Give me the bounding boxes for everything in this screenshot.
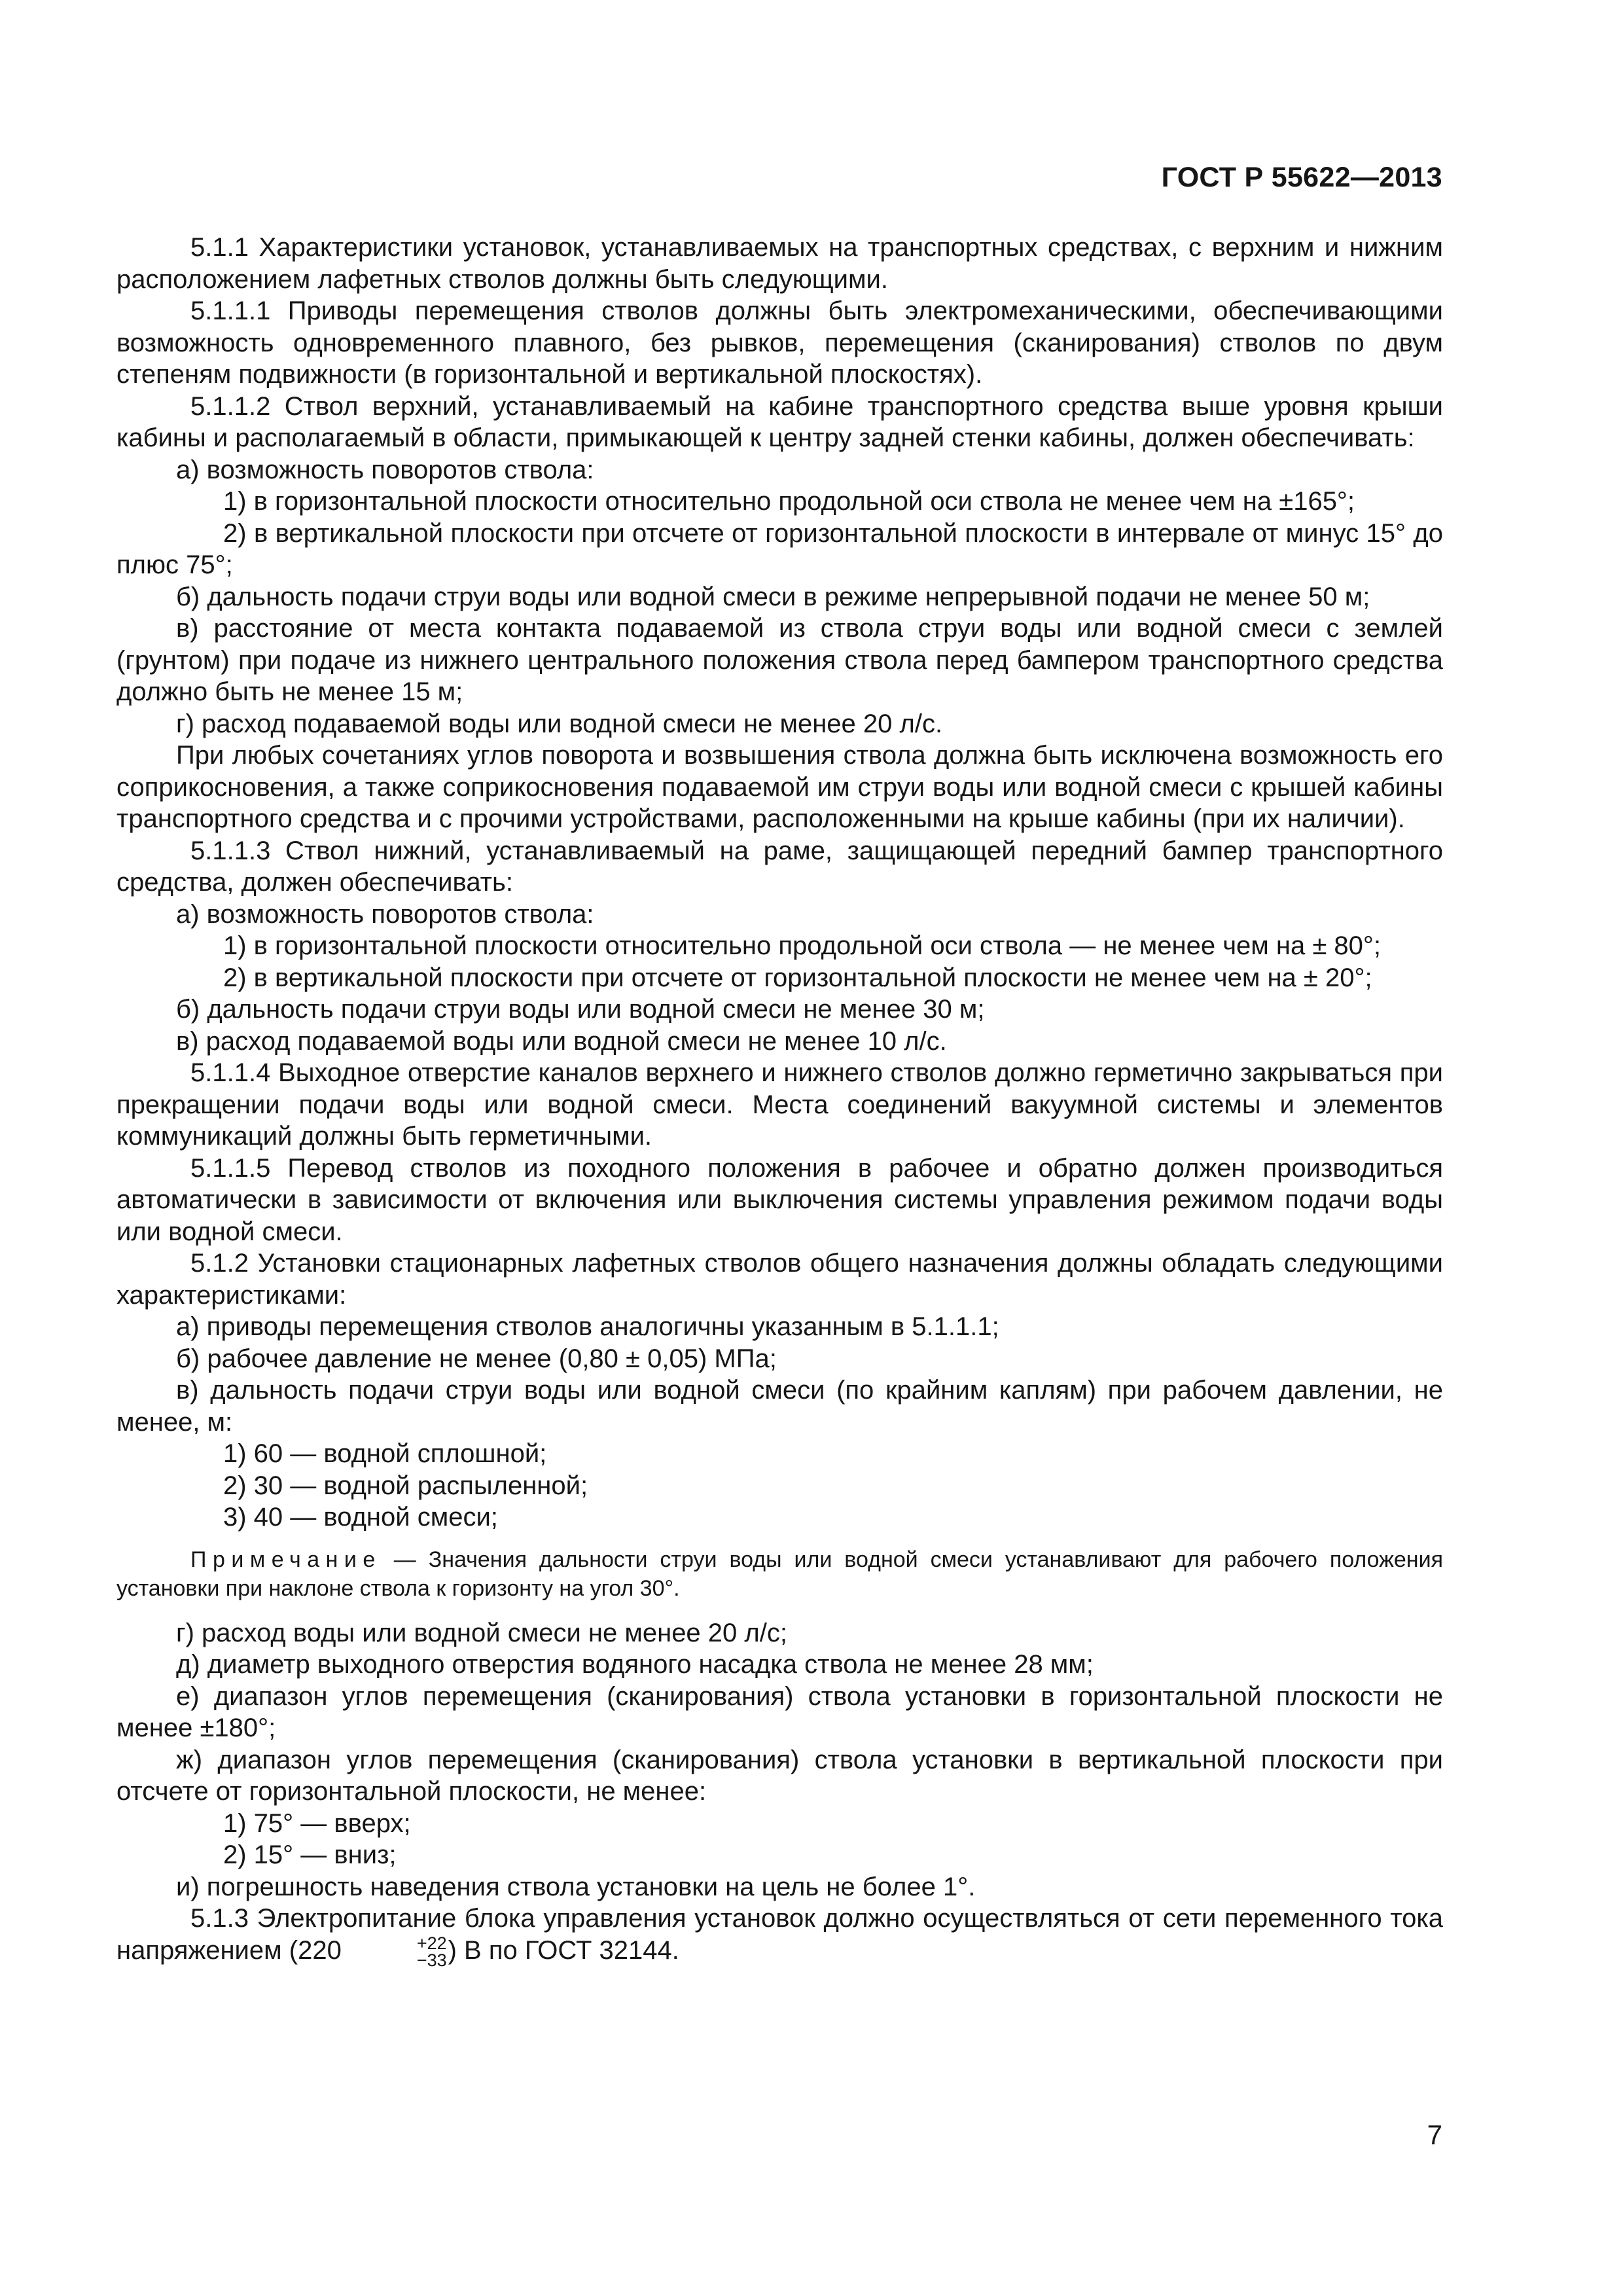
list-item: а) возможность поворотов ствола: <box>176 899 594 929</box>
list-item: а) возможность поворотов ствола: <box>176 455 594 484</box>
list-item: 3) 40 — водной смеси; <box>223 1503 498 1532</box>
list-item: б) дальность подачи струи воды или водной смеси не менее 30 м; <box>176 995 985 1024</box>
paragraph-5-1-1-5: 5.1.1.5 Перевод стволов из походного положения в рабочее и обратно должен производиться автоматически в зависимости от включения или выключения системы управления режимом подачи воды или водной смеси. <box>116 1153 1443 1246</box>
list-item: и) погрешность наведения ствола установки на цель не более 1°. <box>176 1872 976 1901</box>
list-item: б) дальность подачи струи воды или водной смеси в режиме непрерывной подачи не менее 50 м; <box>176 582 1370 611</box>
list-item: 2) в вертикальной плоскости при отсчете от горизонтальной плоскости не менее чем на ± 20°; <box>223 963 1372 992</box>
list-item: 2) в вертикальной плоскости при отсчете от горизонтальной плоскости в интервале от минус 15° до плюс 75°; <box>116 518 1443 579</box>
paragraph-5-1-2: 5.1.2 Установки стационарных лафетных стволов общего назначения должны обладать следующими характеристиками: <box>116 1249 1443 1310</box>
list-item: 1) в горизонтальной плоскости относительно продольной оси ствола — не менее чем на ± 80°; <box>223 931 1382 960</box>
paragraph-5-1-1-4: 5.1.1.4 Выходное отверстие каналов верхнего и нижнего стволов должно герметично закрываться при прекращении подачи воды или водной смеси. Места соединений вакуумной системы и элементов коммуникаций должны быть герметичными. <box>116 1058 1443 1151</box>
document-header: ГОСТ Р 55622—2013 <box>1161 162 1442 193</box>
note <box>116 1545 1443 1603</box>
list-item: а) приводы перемещения стволов аналогичны указанным в 5.1.1.1; <box>176 1312 999 1341</box>
paragraph-5-1-1: 5.1.1 Характеристики установок, устанавливаемых на транспортных средствах, с верхним и нижним расположением лафетных стволов должны быть следующими. <box>116 233 1443 294</box>
list-item: 1) 75° — вверх; <box>223 1808 411 1838</box>
list-item: в) дальность подачи струи воды или водной смеси (по крайним каплям) при рабочем давлении, не менее, м: <box>116 1376 1443 1437</box>
page-number: 7 <box>1427 2119 1442 2150</box>
list-item: 1) в горизонтальной плоскости относительно продольной оси ствола не менее чем на ±165°; <box>223 487 1355 516</box>
list-item: д) диаметр выходного отверстия водяного насадка ствола не менее 28 мм; <box>176 1650 1094 1679</box>
list-item: г) расход воды или водной смеси не менее 20 л/с; <box>176 1618 787 1647</box>
paragraph-5-1-1-1: 5.1.1.1 Приводы перемещения стволов должны быть электромеханическими, обеспечивающими возможность одновременного плавного, без рывков, перемещения (сканирования) стволов по двум степеням подвижности (в горизонтальной и вертикальной плоскостях). <box>116 296 1443 389</box>
document-body <box>116 232 1443 1969</box>
list-item: в) расход подаваемой воды или водной смеси не менее 10 л/с. <box>176 1026 947 1056</box>
note-label: Примечание <box>190 1547 382 1572</box>
list-item: в) расстояние от места контакта подаваемой из ствола струи воды или водной смеси с землей (грунтом) при подаче из нижнего центрального положения ствола перед бампером транспортного средства должно быть не менее 15 м; <box>116 614 1443 706</box>
tolerance-lower: −33 <box>416 1950 447 1970</box>
paragraph-5-1-1-2-tail: При любых сочетаниях углов поворота и возвышения ствола должна быть исключена возможность его соприкосновения, а также соприкосновения подаваемой им струи воды или водной смеси с крышей кабины транспортного средства и с прочими устройствами, расположенными на крыше кабины (при их наличии). <box>116 741 1443 833</box>
tolerance-upper: +22 <box>416 1933 447 1953</box>
list-item: 1) 60 — водной сплошной; <box>223 1439 547 1468</box>
list-item: б) рабочее давление не менее (0,80 ± 0,05) МПа; <box>176 1344 777 1373</box>
note-text: — Значения дальности струи воды или водной смеси устанавливают для рабочего положения установки при наклоне ствола к горизонту на угол 30°. <box>116 1547 1443 1601</box>
list-item: г) расход подаваемой воды или водной смеси не менее 20 л/с. <box>176 709 943 738</box>
list-item: ж) диапазон углов перемещения (сканирования) ствола установки в вертикальной плоскости при отсчете от горизонтальной плоскости, не менее: <box>116 1745 1443 1806</box>
list-item: 2) 15° — вниз; <box>223 1840 397 1869</box>
paragraph-5-1-3-end: ) В по ГОСТ 32144. <box>448 1935 679 1965</box>
paragraph-5-1-1-2: 5.1.1.2 Ствол верхний, устанавливаемый на кабине транспортного средства выше уровня крыши кабины и располагаемый в области, примыкающей к центру задней стенки кабины, должен обеспечивать: <box>116 391 1443 452</box>
paragraph-5-1-3-start: 5.1.3 Электропитание блока управления установок должно осуществляться от сети переменного тока напряжением (220 <box>116 1904 1443 1965</box>
list-item: 2) 30 — водной распыленной; <box>223 1471 588 1500</box>
paragraph-5-1-3 <box>116 1903 1443 1969</box>
list-item: е) диапазон углов перемещения (сканирования) ствола установки в горизонтальной плоскости не менее ±180°; <box>116 1681 1443 1742</box>
paragraph-5-1-1-3: 5.1.1.3 Ствол нижний, устанавливаемый на раме, защищающей передний бампер транспортного средства, должен обеспечивать: <box>116 836 1443 897</box>
voltage-tolerance <box>343 1935 447 1969</box>
